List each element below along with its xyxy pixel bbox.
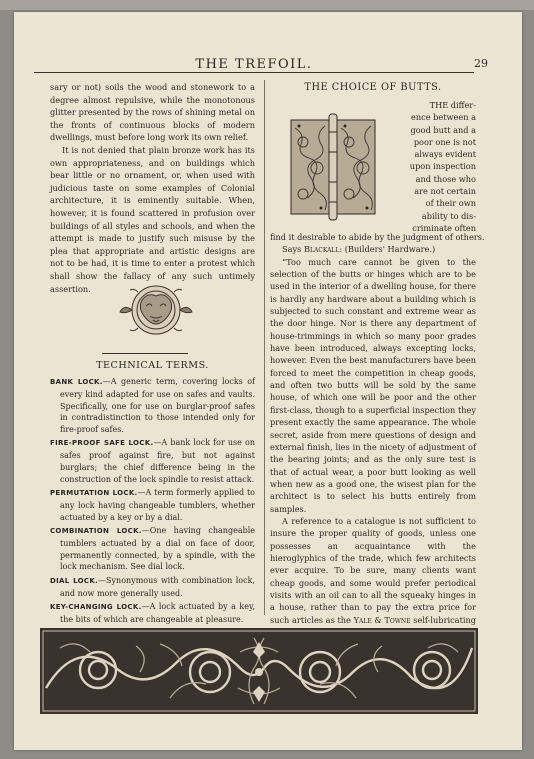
paragraph: “Too much care cannot be given to the selection of the butts or hinges which are to be used in the interior of a dwelling house, for there is hardly any hardware about a building which is subjected to such constant and extreme wear as the door hinge. Nor is there any department of house-trimmings in which so many poor grades have been introduced, always excepting locks, however. Even the best manufacturers have been forced to meet the competition in cheap goods, and often two butts will be sold by the same house, of which one will be poor and the other first-class, though to a superficial inspection they present exactly the same appearance. The whole secret, aside from mere questions of design and external finish, lies in the nicety of adjustment of the bearing joints; and as the only sure test is that of actual wear, a poor butt looking as well when new as a good one, the wisest plan for the architect is to select his butts entirely from samples. — [270, 256, 476, 514]
term-definition: —A bank lock for use on safes proof against fire, but not against burglars; the chief difference being in the construction of the lock spindle to resist attack. — [60, 438, 255, 484]
term-definition: —A generic term, covering locks of every kind adapted for use on safes and vaults. Specifically, one for use on burglar-proof safes in contradistinction to those intended only for fire-proof safes. — [60, 377, 255, 435]
term-definition: —A term formerly applied to any lock having changeable tumblers, whether actuated by a key or by a dial. — [60, 488, 255, 522]
butts-intro-wrapped-lines — [384, 99, 476, 234]
scan-background-edge — [0, 0, 534, 10]
term-entry — [50, 601, 255, 626]
paragraph: It is not denied that plain bronze work has its own appropriateness, and on buildings which bear little or no ornament, or, when used with judicious taste on some examples of Colonial architecture, it is eminently suitable. When, however, it is found scattered in profusion over buildings of all styles and schools, and when the attempt is made to justify such misuse by the plea that appropriate and artistic designs are not to be had, it is time to enter a protest which shall show the fallacy of any such untimely assertion. — [50, 144, 255, 294]
wrap-line: of their own — [425, 198, 476, 209]
term-name: KEY-CHANGING LOCK. — [50, 602, 142, 611]
wrap-line: good butt and a — [410, 124, 476, 135]
wrap-line: poor one is not — [413, 136, 476, 147]
lion-head-ornament-illustration — [118, 278, 194, 342]
wrap-line: and those who — [415, 173, 476, 184]
choice-of-butts-title: THE CHOICE OF BUTTS. — [304, 82, 442, 93]
ornamental-hinge-illustration — [287, 112, 379, 222]
wrap-line: ence between a — [411, 112, 476, 123]
continuation-line: find it desirable to abide by the judgment of others. — [270, 232, 485, 242]
term-name: DIAL LOCK. — [50, 576, 99, 585]
wrap-line: criminate often — [412, 222, 476, 233]
paragraph: A reference to a catalogue is not sufficient to insure the proper quality of goods, unless one possesses an acquaintance with the hieroglyphics of the trade, which few architects ever acquire. To be sure, many clients want cheap goods, and some would prefer periodical visits with an oil can to all the squeaky hinges in a house, rather than to pay the extra price for such articles as the Yale & Towne self-lubricating — [270, 515, 476, 625]
term-entry — [50, 376, 255, 436]
section-rule — [102, 353, 188, 354]
ornamental-scroll-banner-illustration — [40, 628, 478, 714]
brand-name: Yale & Towne — [353, 614, 411, 625]
paragraph: sary or not) soils the wood and stonework to a degree almost repulsive, while the monotonous glitter presented by the rows of shining metal on the fronts of continuous blocks of modern dwellings, must before long work its own relief. — [50, 82, 255, 143]
term-name: BANK LOCK. — [50, 378, 103, 386]
citation-line: Says Blackall: (Builders' Hardware.) — [282, 244, 436, 255]
term-definition: —One having changeable tumblers actuated by a dial on face of door, permanently connected, by a spindle, with the lock mechanism. See dial lock. — [60, 526, 255, 572]
wrap-line: THE differ- — [429, 100, 476, 110]
term-entry — [50, 437, 255, 485]
term-entry — [50, 575, 255, 600]
choice-of-butts-body — [270, 231, 485, 663]
technical-terms-title: TECHNICAL TERMS. — [96, 360, 209, 371]
left-column-text — [50, 81, 255, 295]
term-definition: —Synonymous with combination lock, and now more generally used. — [60, 575, 255, 598]
column-divider — [264, 80, 265, 615]
wrap-line: always evident — [414, 149, 476, 160]
running-header — [34, 52, 488, 73]
term-entry — [50, 487, 255, 523]
term-name: COMBINATION LOCK. — [50, 527, 142, 536]
term-name: PERMUTATION LOCK. — [50, 489, 138, 498]
wrap-line: are not certain — [414, 186, 476, 197]
page-number: 29 — [474, 57, 488, 70]
term-definition: —A lock actuated by a key, the bits of which are changeable at pleasure. — [60, 601, 255, 624]
running-title: THE TREFOIL. — [195, 57, 313, 72]
term-name: FIRE-PROOF SAFE LOCK. — [50, 439, 154, 448]
technical-terms-list — [50, 376, 255, 627]
term-entry — [50, 525, 255, 573]
wrap-line: ability to dis- — [421, 210, 476, 221]
wrap-line: upon inspection — [409, 161, 476, 172]
